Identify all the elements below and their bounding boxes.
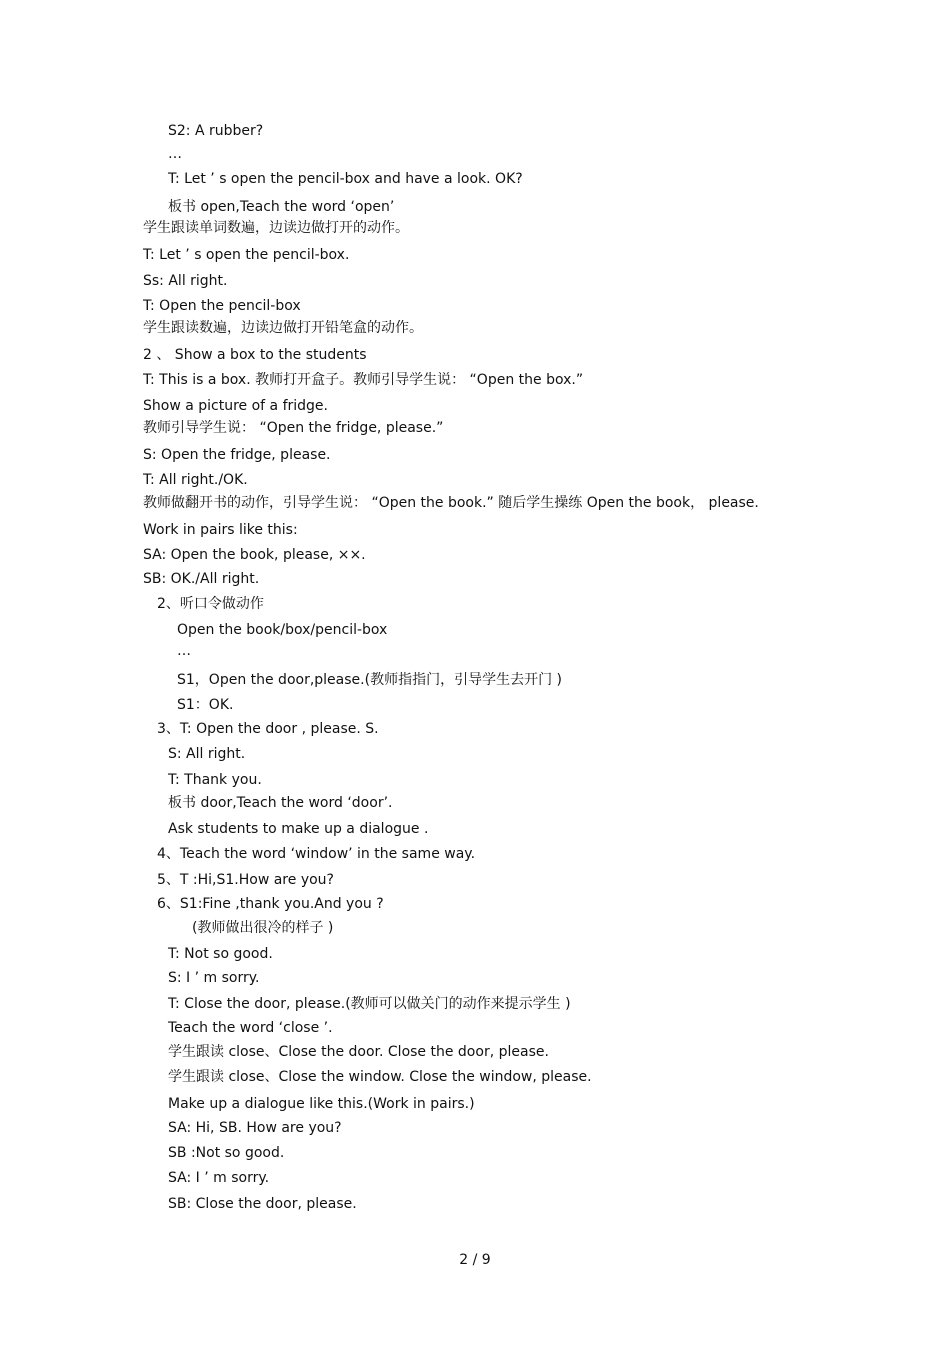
text-line: S: Open the fridge, please.	[143, 447, 331, 463]
text-line: T: Open the pencil-box	[143, 298, 301, 314]
text-line: T: Close the door, please.(教师可以做关门的动作来提示学生 )	[168, 996, 571, 1012]
text-line: 学生跟读数遍，边读边做打开铅笔盒的动作。	[143, 320, 423, 336]
text-line: SA: Hi, SB. How are you?	[168, 1120, 342, 1136]
text-line: T: Let ’ s open the pencil-box and have a look. OK?	[168, 171, 523, 187]
text-line: 5、T :Hi,S1.How are you?	[157, 872, 334, 888]
text-line: Make up a dialogue like this.(Work in pairs.)	[168, 1096, 475, 1112]
text-line: S: I ’ m sorry.	[168, 970, 260, 986]
text-line: 教师做翻开书的动作，引导学生说： “Open the book.” 随后学生操练 Open the book， please.	[143, 495, 759, 511]
text-line: 学生跟读 close、Close the window. Close the window, please.	[168, 1069, 592, 1085]
text-line: 板书 open,Teach the word ‘open’	[168, 199, 395, 215]
text-line: SB: OK./All right.	[143, 571, 260, 587]
text-line: S2: A rubber?	[168, 123, 264, 139]
text-line: …	[177, 643, 191, 659]
text-line: Show a picture of a fridge.	[143, 398, 328, 414]
text-line: SA: Open the book, please, ××.	[143, 547, 366, 563]
text-line: S1，Open the door,please.(教师指指门，引导学生去开门 )	[177, 672, 562, 688]
text-line: S1：OK.	[177, 697, 234, 713]
text-line: 2、听口令做动作	[157, 596, 264, 612]
text-line: 2 、 Show a box to the students	[143, 347, 367, 363]
text-line: T: This is a box. 教师打开盒子。教师引导学生说： “Open the box.”	[143, 372, 584, 388]
text-line: 6、S1:Fine ,thank you.And you ?	[157, 896, 384, 912]
text-line: SA: I ’ m sorry.	[168, 1170, 270, 1186]
text-line: S: All right.	[168, 746, 246, 762]
text-line: 学生跟读 close、Close the door. Close the door, please.	[168, 1044, 549, 1060]
text-line: SB: Close the door, please.	[168, 1196, 357, 1212]
text-line: T: All right./OK.	[143, 472, 248, 488]
text-line: T: Let ’ s open the pencil-box.	[143, 247, 350, 263]
text-line: SB :Not so good.	[168, 1145, 285, 1161]
page-number: 2 / 9	[459, 1252, 491, 1268]
text-line: 板书 door,Teach the word ‘door’.	[168, 795, 393, 811]
text-line: Teach the word ‘close ’.	[168, 1020, 333, 1036]
text-line: T: Thank you.	[168, 772, 262, 788]
text-line: 4、Teach the word ‘window’ in the same way.	[157, 846, 476, 862]
text-line: (教师做出很冷的样子 )	[192, 920, 334, 936]
text-line: 教师引导学生说： “Open the fridge, please.”	[143, 420, 444, 436]
text-line: Open the book/box/pencil-box	[177, 622, 388, 638]
text-line: 3、T: Open the door , please. S.	[157, 721, 379, 737]
text-line: Ask students to make up a dialogue .	[168, 821, 429, 837]
text-line: Work in pairs like this:	[143, 522, 298, 538]
text-line: T: Not so good.	[168, 946, 273, 962]
text-line: 学生跟读单词数遍，边读边做打开的动作。	[143, 220, 409, 236]
text-line: Ss: All right.	[143, 273, 228, 289]
text-line: …	[168, 146, 182, 162]
